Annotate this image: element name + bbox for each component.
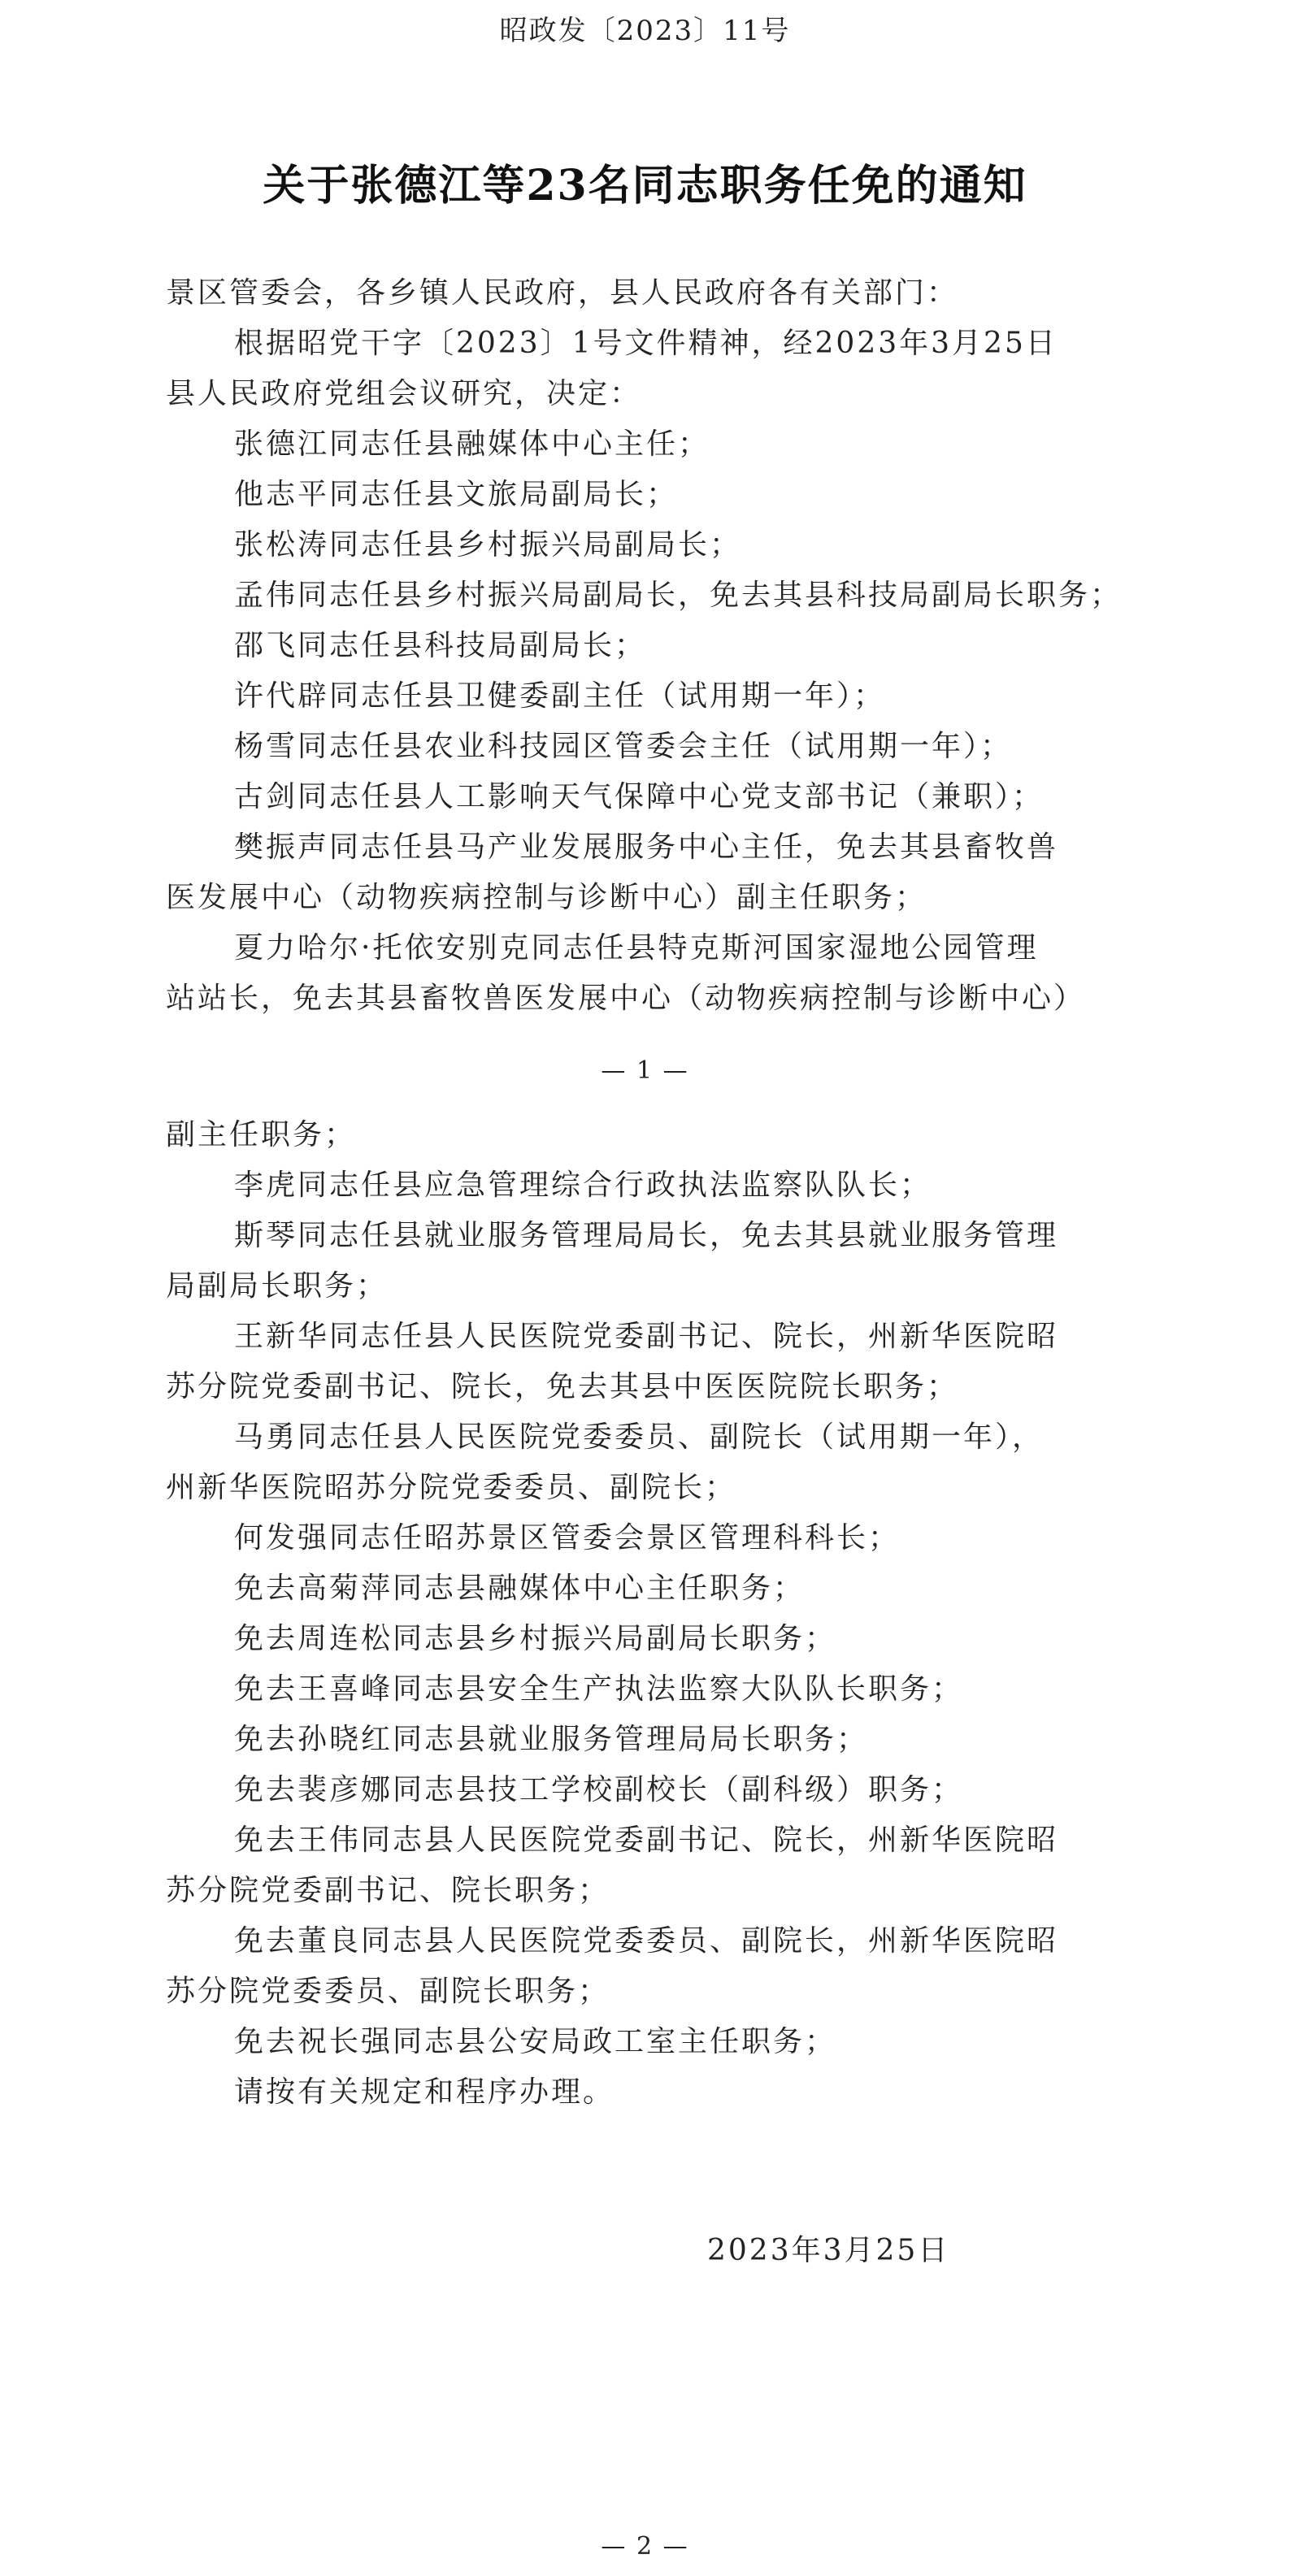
page-number: — 1 — [601,1056,689,1085]
paragraph-line: 免去董良同志县人民医院党委委员、副院长，州新华医院昭 [234,1924,1059,1958]
paragraph-line: 孟伟同志任县乡村振兴局副局长，免去其县科技局副局长职务； [234,579,1123,612]
paragraph-line: 站站长，免去其县畜牧兽医发展中心（动物疾病控制与诊断中心） [166,982,1086,1015]
document-number: 昭政发〔2023〕11号 [499,15,791,47]
paragraph-line: 局副局长职务； [166,1269,389,1303]
paragraph-line: 医发展中心（动物疾病控制与诊断中心）副主任职务； [166,881,927,914]
paragraph-line: 李虎同志任县应急管理综合行政执法监察队队长； [234,1169,932,1202]
paragraph-line: 副主任职务； [166,1118,357,1151]
paragraph-line: 马勇同志任县人民医院党委委员、副院长（试用期一年）， [234,1420,1045,1454]
paragraph-line: 免去高菊萍同志县融媒体中心主任职务； [234,1572,806,1605]
paragraph-line: 免去祝长强同志县公安局政工室主任职务； [234,2025,837,2058]
paragraph-line: 景区管委会，各乡镇人民政府，县人民政府各有关部门： [166,276,959,310]
document-body [166,1110,1125,2118]
paragraph-line: 苏分院党委副书记、院长职务； [166,1874,610,1907]
paragraph-line: 县人民政府党组会议研究，决定： [166,377,642,410]
paragraph-line: 何发强同志任昭苏景区管委会景区管理科科长； [234,1521,901,1555]
paragraph-line: 樊振声同志任县马产业发展服务中心主任，免去其县畜牧兽 [234,830,1059,864]
paragraph-line: 张松涛同志任县乡村振兴局副局长； [234,528,742,562]
page-number: — 2 — [601,2532,689,2561]
paragraph-line: 古剑同志任县人工影响天气保障中心党支部书记（兼职）； [234,780,1045,813]
paragraph-line: 免去周连松同志县乡村振兴局副局长职务； [234,1622,837,1655]
paragraph-line: 免去王喜峰同志县安全生产执法监察大队队长职务； [234,1672,964,1706]
paragraph-line: 杨雪同志任县农业科技园区管委会主任（试用期一年）； [234,730,1013,763]
paragraph-line: 张德江同志任县融媒体中心主任； [234,427,710,461]
paragraph-line: 免去孙晓红同志县就业服务管理局局长职务； [234,1723,869,1756]
paragraph-line: 斯琴同志任县就业服务管理局局长，免去其县就业服务管理 [234,1219,1059,1252]
paragraph-line: 邵飞同志任县科技局副局长； [234,629,647,662]
document-page-1 [0,0,1290,1094]
document-body [166,268,1125,1024]
paragraph-line: 苏分院党委副书记、院长，免去其县中医医院院长职务； [166,1370,959,1403]
document-title: 关于张德江等23名同志职务任免的通知 [263,161,1027,210]
paragraph-line: 根据昭党干字〔2023〕1号文件精神，经2023年3月25日 [234,327,1058,360]
document-page-2 [0,1094,1290,2576]
paragraph-line: 他志平同志任县文旅局副局长； [234,478,679,511]
paragraph-line: 许代辟同志任县卫健委副主任（试用期一年）； [234,679,886,713]
paragraph-line: 免去裴彦娜同志县技工学校副校长（副科级）职务； [234,1773,964,1806]
paragraph-line: 苏分院党委委员、副院长职务； [166,1975,610,2008]
paragraph-line: 夏力哈尔·托依安别克同志任县特克斯河国家湿地公园管理 [234,931,1039,965]
paragraph-line: 免去王伟同志县人民医院党委副书记、院长，州新华医院昭 [234,1824,1059,1857]
issue-date: 2023年3月25日 [707,2234,950,2267]
paragraph-line: 请按有关规定和程序办理。 [234,2075,615,2109]
paragraph-line: 王新华同志任县人民医院党委副书记、院长，州新华医院昭 [234,1320,1059,1353]
paragraph-line: 州新华医院昭苏分院党委委员、副院长； [166,1471,737,1504]
